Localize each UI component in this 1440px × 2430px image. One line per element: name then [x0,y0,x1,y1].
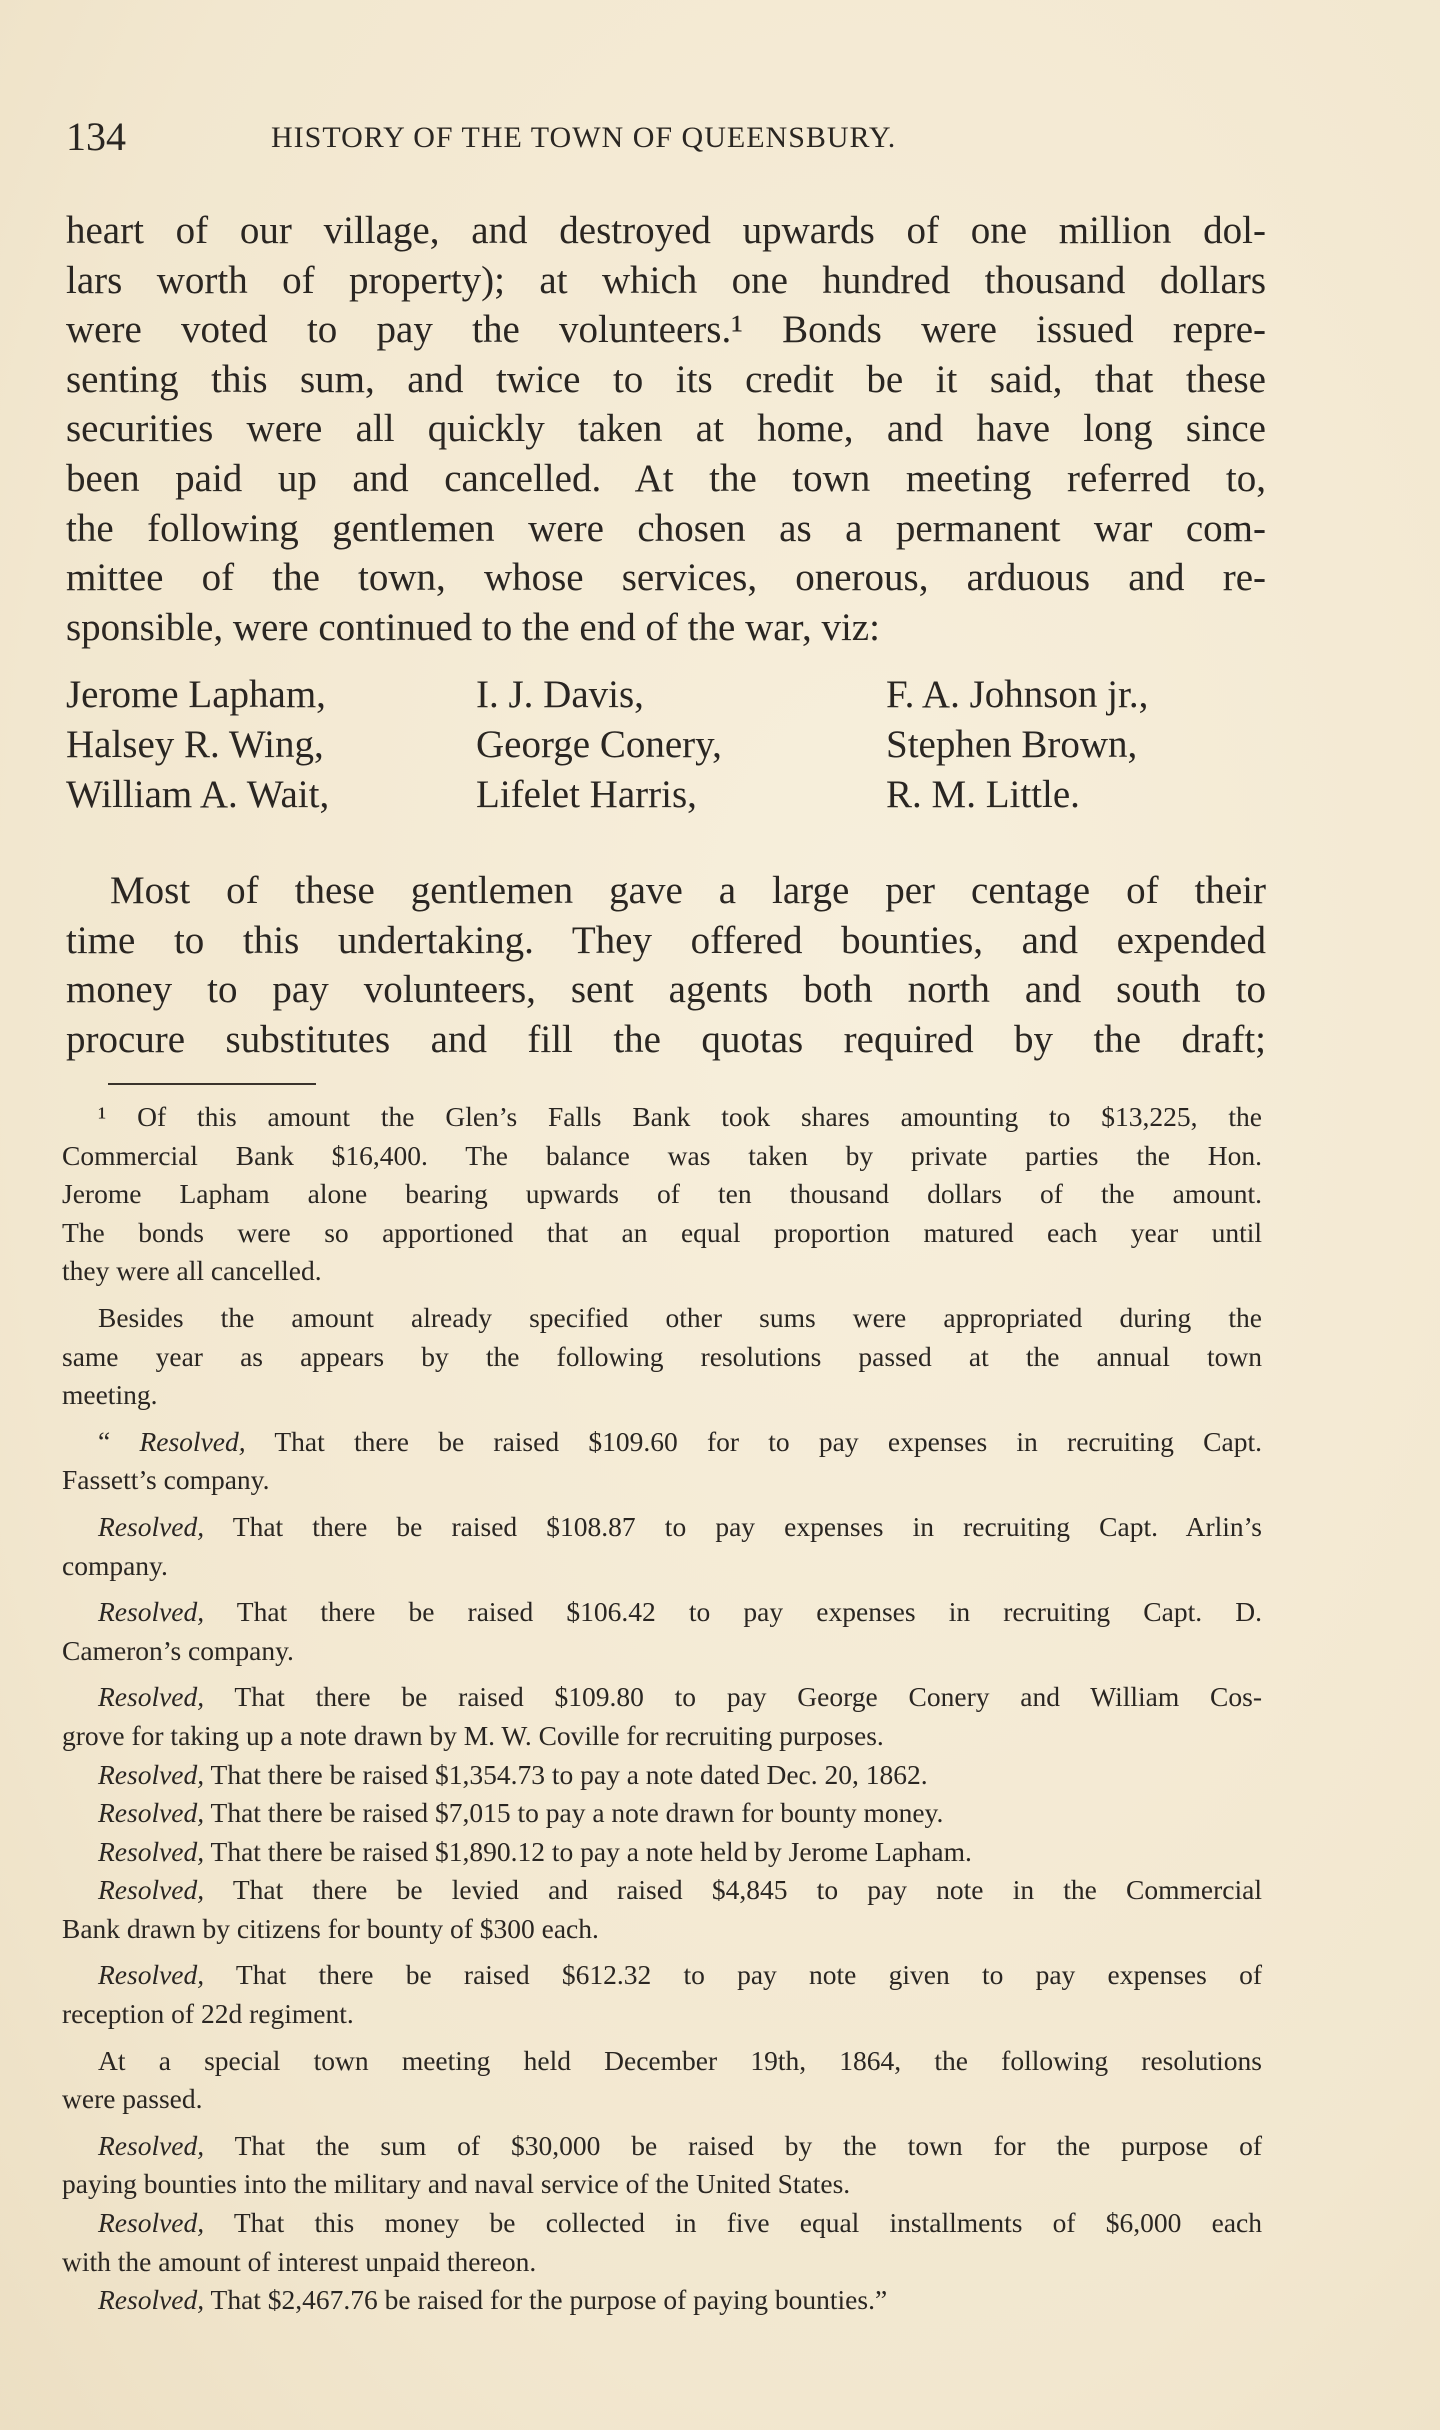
resolved-word: Resolved, [98,2284,205,2316]
resolved-word: Resolved, [98,2129,205,2161]
resolution-text: That there be raised $612.32 to pay note given to pay expenses of [235,1959,1262,1991]
resolved-word: Resolved, [98,1758,205,1790]
resolution-text: That there be raised $1,354.73 to pay a note dated Dec. 20, 1862. [210,1758,928,1790]
resolution-text: That there be raised $1,890.12 to pay a note held by Jerome Lapham. [210,1835,972,1867]
text-line: money to pay volunteers, sent agents both north and south to [66,968,1266,1012]
footnote-line: meeting. [62,1379,158,1411]
resolved-word: Resolved, [139,1425,246,1457]
committee-member: William A. Wait, [66,773,330,816]
resolved-word: Resolved, [98,1681,205,1713]
resolution-line: with the amount of interest unpaid thereon. [62,2245,537,2277]
footnote [62,1098,1262,2320]
footnote-line: Commercial Bank $16,400. The balance was taken by private parties the Hon. [62,1139,1262,1171]
resolved-word: Resolved, [98,1510,205,1542]
committee-member: George Conery, [476,723,722,766]
footnote-line: ¹ Of this amount the Glen’s Falls Bank took shares amounting to $13,225, the [98,1101,1262,1132]
text-line: were voted to pay the volunteers.¹ Bonds were issued repre- [66,308,1266,352]
text-line: procure substitutes and fill the quotas required by the draft; [66,1017,1266,1061]
resolution-line [62,2281,1262,2320]
resolved-word: Resolved, [98,1596,205,1628]
resolution-line [62,1756,1262,1795]
resolution-line: company. [62,1549,168,1581]
committee-member: R. M. Little. [886,773,1080,816]
footnote-line: same year as appears by the following resolutions passed at the annual town [62,1340,1262,1372]
resolution-text: That there be raised $108.87 to pay expenses in recruiting Capt. Arlin’s [232,1510,1262,1542]
text-line: mittee of the town, whose services, onerous, arduous and re- [66,556,1266,600]
page-header [66,112,1286,162]
text-line: time to this undertaking. They offered bounties, and expended [66,918,1266,962]
footnote-line: At a special town meeting held December 19th, 1864, the following resolutions [98,2044,1262,2076]
footnote-line: The bonds were so apportioned that an equal proportion matured each year until [62,1216,1262,1248]
footnote-line: they were all cancelled. [62,1255,322,1287]
committee-member: F. A. Johnson jr., [886,673,1149,716]
resolution-line [62,1423,1262,1462]
resolution-text: That there be raised $109.80 to pay George Conery and William Cos- [234,1681,1262,1713]
resolution-line [62,1871,1262,1910]
paragraph-2 [66,866,1266,1064]
text-line: the following gentlemen were chosen as a permanent war com- [66,506,1266,550]
resolved-word: Resolved, [98,2207,205,2239]
resolution-line: Bank drawn by citizens for bounty of $300 each. [62,1912,599,1944]
committee-member: Stephen Brown, [886,723,1138,766]
footnote-line: Besides the amount already specified other sums were appropriated during the [98,1301,1262,1333]
committee-member: Halsey R. Wing, [66,723,324,766]
text-line: senting this sum, and twice to its credit be it said, that these [66,357,1266,401]
resolution-line: Fassett’s company. [62,1464,270,1496]
resolution-text: That there be raised $109.60 for to pay expenses in recruiting Capt. [274,1425,1262,1457]
resolution-line [62,1833,1262,1872]
running-head: HISTORY OF THE TOWN OF QUEENSBURY. [271,121,897,154]
footnote-line: were passed. [62,2083,203,2115]
committee-member: Jerome Lapham, [66,673,326,716]
committee-member: Lifelet Harris, [476,773,697,816]
text-line: heart of our village, and destroyed upwards of one million dol- [66,209,1266,252]
resolved-word: Resolved, [98,1874,205,1906]
text-line: securities were all quickly taken at home, and have long since [66,407,1266,451]
resolution-line: paying bounties into the military and naval service of the United States. [62,2168,851,2200]
resolved-word: Resolved, [98,1959,205,1991]
text-line: sponsible, were continued to the end of the war, viz: [66,605,880,649]
committee-column-2 [476,670,722,820]
resolution-line [62,1794,1262,1833]
resolved-word: Resolved, [98,1797,205,1829]
committee-member: I. J. Davis, [476,673,644,716]
paragraph-1 [66,206,1266,652]
resolution-line: grove for taking up a note drawn by M. W. Coville for recruiting purposes. [62,1719,884,1751]
resolution-text: That $2,467.76 be raised for the purpose of paying bounties.” [210,2284,888,2316]
page-number: 134 [66,114,126,159]
resolution-line [62,1678,1262,1717]
resolution-line [62,1593,1262,1632]
resolution-line: reception of 22d regiment. [62,1998,354,2030]
committee-column-1 [66,670,329,820]
resolution-text: That there be raised $7,015 to pay a note drawn for bounty money. [210,1797,944,1829]
resolution-text: That this money be collected in five equal installments of $6,000 each [233,2207,1262,2239]
resolution-text: That there be levied and raised $4,845 to pay note in the Commercial [232,1874,1262,1906]
resolution-line [62,2204,1262,2243]
text-line: been paid up and cancelled. At the town meeting referred to, [66,456,1266,500]
quote-mark: “ [98,1425,111,1457]
text-line: lars worth of property); at which one hundred thousand dollars [66,258,1266,302]
resolution-text: That the sum of $30,000 be raised by the town for the purpose of [234,2129,1262,2161]
committee-column-3 [886,670,1148,820]
text-line: Most of these gentlemen gave a large per centage of their [110,869,1266,912]
resolution-line [62,1508,1262,1547]
resolution-line: Cameron’s company. [62,1634,294,1666]
resolution-line [62,1956,1262,1995]
resolved-word: Resolved, [98,1835,205,1867]
footnote-line: Jerome Lapham alone bearing upwards of ten thousand dollars of the amount. [62,1178,1262,1210]
footnote-divider [108,1083,316,1085]
resolution-line [62,2127,1262,2166]
resolution-text: That there be raised $106.42 to pay expenses in recruiting Capt. D. [236,1596,1262,1628]
